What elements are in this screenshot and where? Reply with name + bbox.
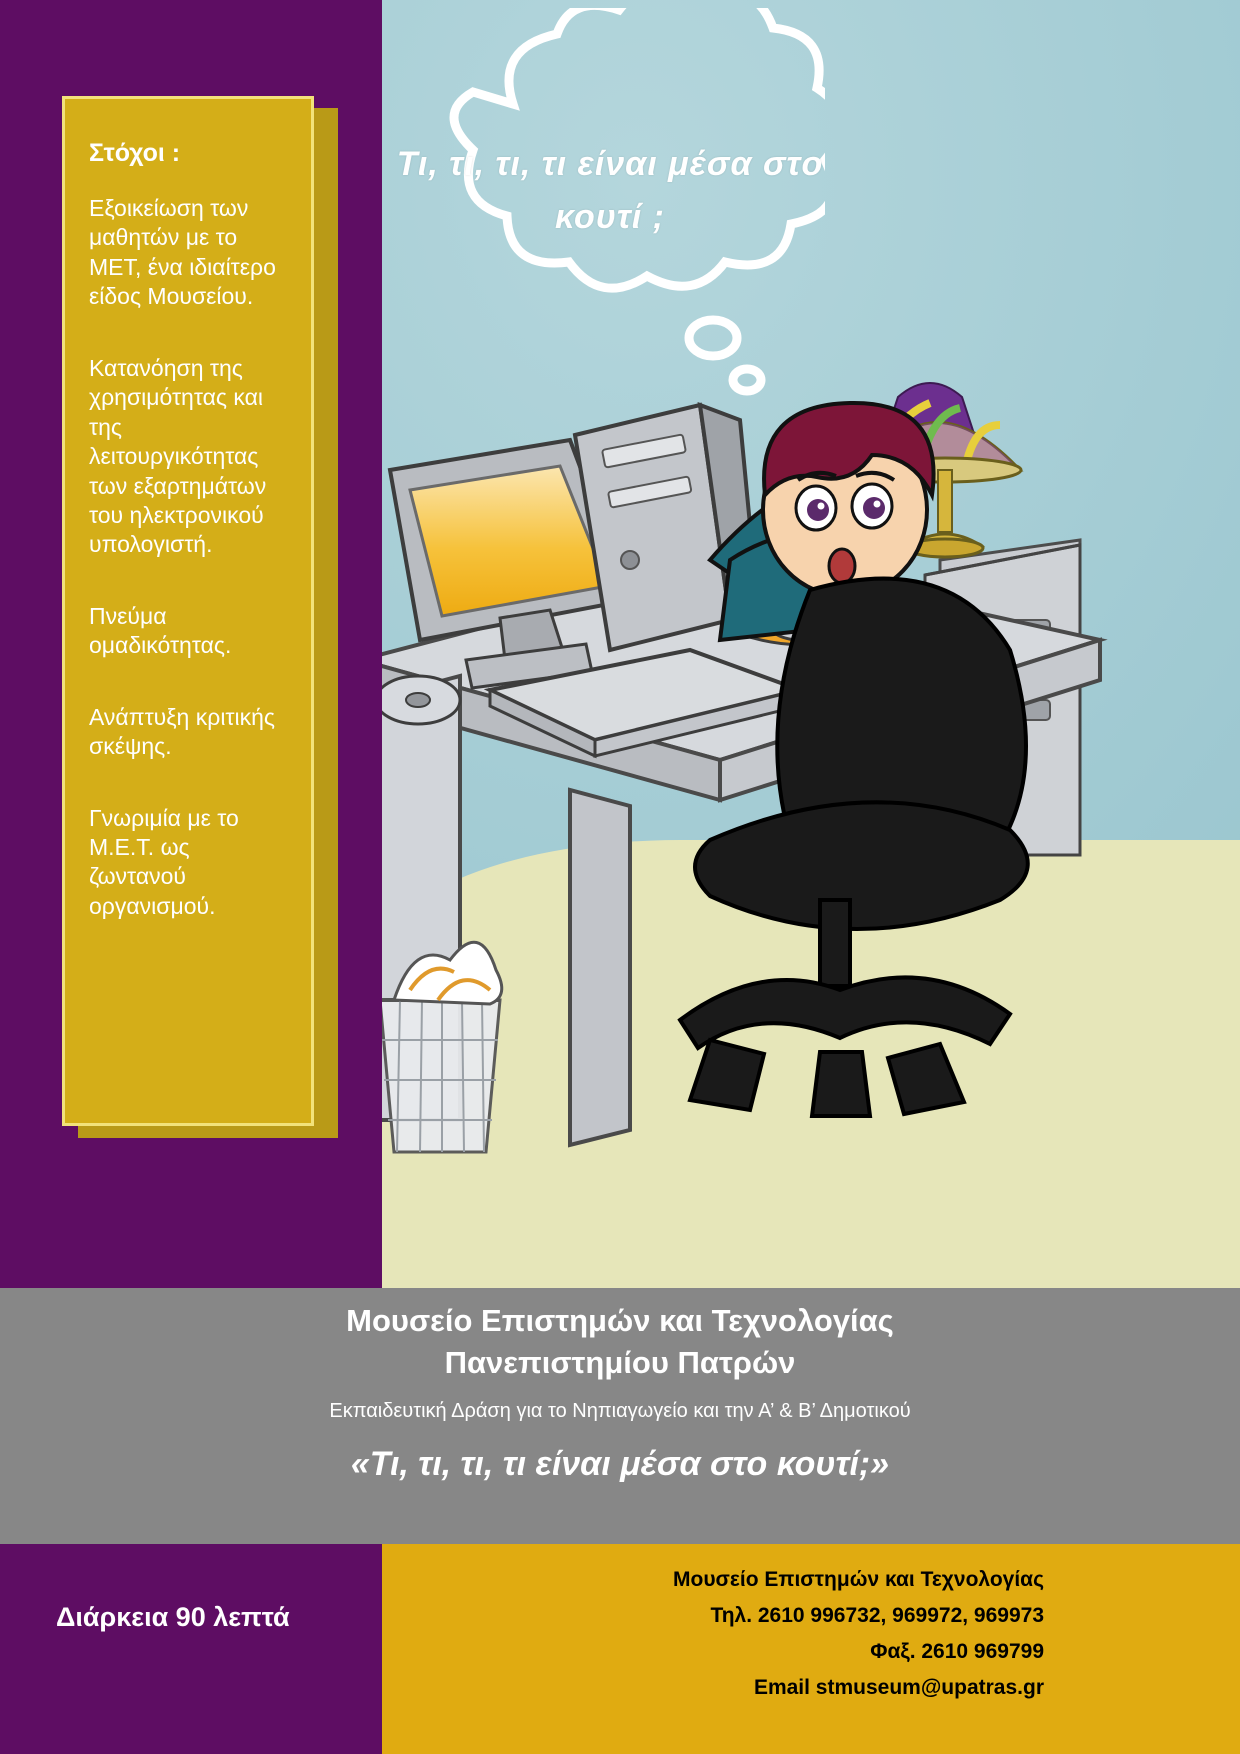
- museum-title-line-1: Μουσείο Επιστημών και Τεχνολογίας: [346, 1303, 894, 1338]
- cd-disc: [380, 676, 460, 724]
- contact-museum-name: Μουσείο Επιστημών και Τεχνολογίας: [673, 1568, 1044, 1591]
- museum-title-line-2: Πανεπιστημίου Πατρών: [444, 1344, 796, 1380]
- thought-bubble: [395, 8, 825, 398]
- goals-item: Ανάπτυξη κριτικής σκέψης.: [89, 703, 275, 760]
- goals-item: Πνεύμα ομαδικότητας.: [89, 602, 232, 659]
- goals-title: Στόχοι :: [89, 139, 181, 167]
- contact-email: Email stmuseum@upatras.gr: [753, 1676, 1044, 1700]
- thought-bubble-text: Τι, τι, τι, τι είναι μέσα στο κουτί ;: [396, 145, 824, 236]
- activity-title-quote: «Τι, τι, τι, τι είναι μέσα στο κουτί;»: [350, 1444, 890, 1483]
- contact-phone: Τηλ. 2610 996732, 969972, 969973: [710, 1604, 1044, 1628]
- duration-label: Διάρκεια 90 λεπτά: [56, 1602, 290, 1632]
- footer-purple-block: [0, 1544, 382, 1754]
- goals-box: [62, 96, 314, 1126]
- goals-item: Εξοικείωση των μαθητών με το ΜΕΤ, ένα ιδιαίτερο είδος Μουσείου.: [89, 195, 276, 310]
- goals-item: Κατανόηση της χρησιμότητας και της λειτουργικότητας των εξαρτημάτων του ηλεκτρονικού υπολογιστή.: [89, 354, 267, 558]
- activity-subtitle: Εκπαιδευτική Δράση για το Νηπιαγωγείο και την Α’ & Β’ Δημοτικού: [329, 1399, 911, 1422]
- contact-fax: Φαξ. 2610 969799: [870, 1640, 1044, 1664]
- info-band: [0, 1288, 1240, 1544]
- contact-block: [673, 1562, 1044, 1706]
- footer: [0, 1544, 1240, 1754]
- footer-gold-block: [382, 1544, 1240, 1754]
- goals-item: Γνωριμία με το Μ.Ε.Τ. ως ζωντανού οργανισμού.: [89, 804, 239, 919]
